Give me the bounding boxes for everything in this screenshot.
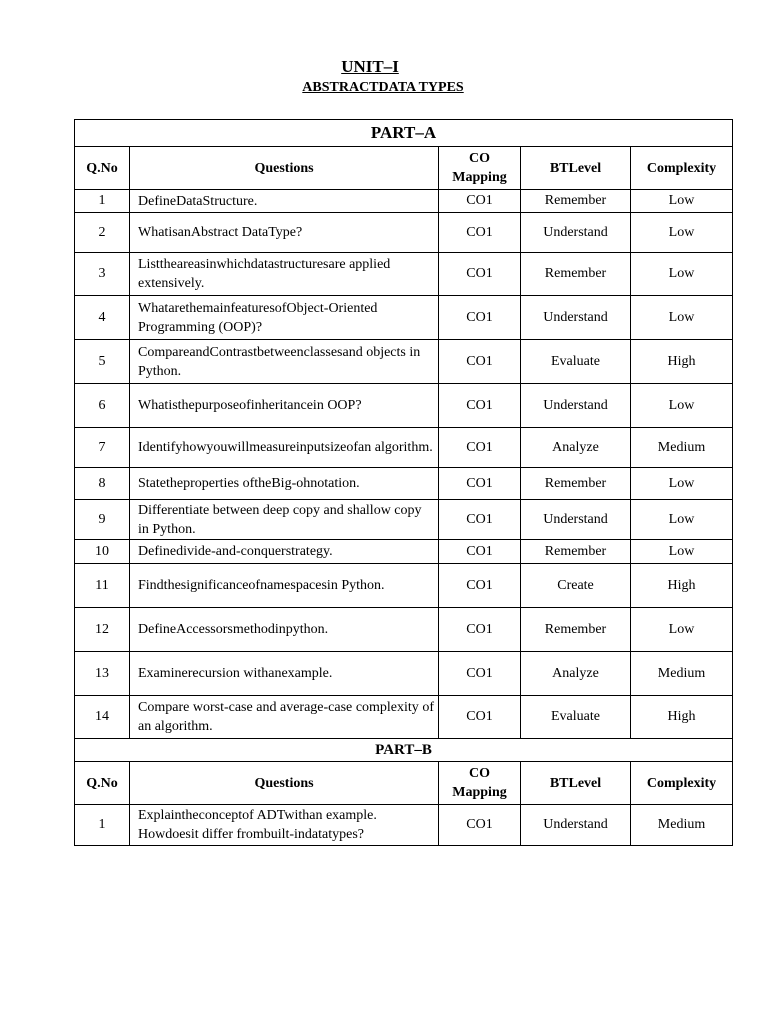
header-bt-level: BTLevel xyxy=(521,762,631,805)
co-cell: CO1 xyxy=(439,213,521,253)
question-cell: DefineDataStructure. xyxy=(130,190,439,213)
question-cell: Whatisthepurposeofinheritancein OOP? xyxy=(130,384,439,428)
header-complexity: Complexity xyxy=(631,762,733,805)
qno-cell: 13 xyxy=(75,652,130,696)
co-cell: CO1 xyxy=(439,253,521,296)
table-row xyxy=(75,468,733,500)
unit-subtitle: ABSTRACTDATA TYPES xyxy=(302,80,464,95)
co-cell: CO1 xyxy=(439,500,521,540)
header-co-mapping xyxy=(439,147,521,190)
bt-level-cell: Understand xyxy=(521,213,631,253)
question-table xyxy=(74,119,733,846)
complexity-cell: High xyxy=(631,564,733,608)
question-cell: Compare worst-case and average-case complexity of an algorithm. xyxy=(130,696,439,739)
co-cell: CO1 xyxy=(439,190,521,213)
question-cell: DefineAccessorsmethodinpython. xyxy=(130,608,439,652)
question-cell: CompareandContrastbetweenclassesand objects in Python. xyxy=(130,340,439,384)
header-co-line2: Mapping xyxy=(452,785,507,800)
qno-cell: 11 xyxy=(75,564,130,608)
table-row xyxy=(75,696,733,739)
header-co-mapping xyxy=(439,762,521,805)
bt-level-cell: Understand xyxy=(521,500,631,540)
table-row xyxy=(75,213,733,253)
bt-level-cell: Analyze xyxy=(521,652,631,696)
header-questions: Questions xyxy=(130,147,439,190)
table-row xyxy=(75,190,733,213)
question-cell: Explaintheconceptof ADTwithan example. Howdoesit differ frombuilt-indatatypes? xyxy=(130,805,439,846)
complexity-cell: Low xyxy=(631,190,733,213)
table-row xyxy=(75,428,733,468)
bt-level-cell: Evaluate xyxy=(521,340,631,384)
co-cell: CO1 xyxy=(439,468,521,500)
question-cell: Definedivide-and-conquerstrategy. xyxy=(130,540,439,564)
bt-level-cell: Understand xyxy=(521,296,631,340)
table-row xyxy=(75,340,733,384)
table-row xyxy=(75,564,733,608)
co-cell: CO1 xyxy=(439,340,521,384)
header-co-line1: CO xyxy=(469,151,490,166)
question-cell: Listtheareasinwhichdatastructuresare applied extensively. xyxy=(130,253,439,296)
question-cell: Findthesignificanceofnamespacesin Python. xyxy=(130,564,439,608)
co-cell: CO1 xyxy=(439,608,521,652)
table-row xyxy=(75,652,733,696)
complexity-cell: Low xyxy=(631,296,733,340)
qno-cell: 1 xyxy=(75,190,130,213)
complexity-cell: High xyxy=(631,696,733,739)
table-row xyxy=(75,608,733,652)
bt-level-cell: Evaluate xyxy=(521,696,631,739)
table-row xyxy=(75,384,733,428)
bt-level-cell: Analyze xyxy=(521,428,631,468)
table-row xyxy=(75,500,733,540)
complexity-cell: Low xyxy=(631,384,733,428)
qno-cell: 10 xyxy=(75,540,130,564)
question-cell: WhatisanAbstract DataType? xyxy=(130,213,439,253)
qno-cell: 8 xyxy=(75,468,130,500)
co-cell: CO1 xyxy=(439,805,521,846)
header-qno: Q.No xyxy=(75,147,130,190)
question-cell: Identifyhowyouwillmeasureinputsizeofan algorithm. xyxy=(130,428,439,468)
qno-cell: 2 xyxy=(75,213,130,253)
table-row xyxy=(75,253,733,296)
qno-cell: 6 xyxy=(75,384,130,428)
header-complexity: Complexity xyxy=(631,147,733,190)
bt-level-cell: Remember xyxy=(521,253,631,296)
co-cell: CO1 xyxy=(439,296,521,340)
qno-cell: 4 xyxy=(75,296,130,340)
bt-level-cell: Understand xyxy=(521,384,631,428)
question-cell: WhatarethemainfeaturesofObject-Oriented Programming (OOP)? xyxy=(130,296,439,340)
qno-cell: 14 xyxy=(75,696,130,739)
complexity-cell: Medium xyxy=(631,428,733,468)
complexity-cell: Low xyxy=(631,500,733,540)
qno-cell: 9 xyxy=(75,500,130,540)
header-co-line1: CO xyxy=(469,766,490,781)
qno-cell: 12 xyxy=(75,608,130,652)
complexity-cell: Low xyxy=(631,213,733,253)
co-cell: CO1 xyxy=(439,540,521,564)
part-a-header-row xyxy=(75,147,733,190)
complexity-cell: Medium xyxy=(631,805,733,846)
part-b-title: PART–B xyxy=(75,739,733,762)
qno-cell: 5 xyxy=(75,340,130,384)
header-bt-level: BTLevel xyxy=(521,147,631,190)
header-co-line2: Mapping xyxy=(452,170,507,185)
bt-level-cell: Remember xyxy=(521,468,631,500)
complexity-cell: Low xyxy=(631,253,733,296)
co-cell: CO1 xyxy=(439,384,521,428)
complexity-cell: Medium xyxy=(631,652,733,696)
bt-level-cell: Understand xyxy=(521,805,631,846)
qno-cell: 3 xyxy=(75,253,130,296)
table-row xyxy=(75,805,733,846)
table-row xyxy=(75,540,733,564)
bt-level-cell: Create xyxy=(521,564,631,608)
complexity-cell: High xyxy=(631,340,733,384)
qno-cell: 1 xyxy=(75,805,130,846)
complexity-cell: Low xyxy=(631,540,733,564)
bt-level-cell: Remember xyxy=(521,540,631,564)
complexity-cell: Low xyxy=(631,608,733,652)
bt-level-cell: Remember xyxy=(521,608,631,652)
complexity-cell: Low xyxy=(631,468,733,500)
bt-level-cell: Remember xyxy=(521,190,631,213)
header-questions: Questions xyxy=(130,762,439,805)
qno-cell: 7 xyxy=(75,428,130,468)
part-b-title-row xyxy=(75,739,733,762)
part-a-title-row xyxy=(75,120,733,147)
table-row xyxy=(75,296,733,340)
co-cell: CO1 xyxy=(439,428,521,468)
part-a-title: PART–A xyxy=(75,120,733,147)
header-qno: Q.No xyxy=(75,762,130,805)
question-cell: Examinerecursion withanexample. xyxy=(130,652,439,696)
part-b-header-row xyxy=(75,762,733,805)
unit-title: UNIT–I xyxy=(341,57,399,76)
co-cell: CO1 xyxy=(439,696,521,739)
co-cell: CO1 xyxy=(439,652,521,696)
question-cell: Differentiate between deep copy and shallow copy in Python. xyxy=(130,500,439,540)
question-cell: Statetheproperties oftheBig-ohnotation. xyxy=(130,468,439,500)
co-cell: CO1 xyxy=(439,564,521,608)
